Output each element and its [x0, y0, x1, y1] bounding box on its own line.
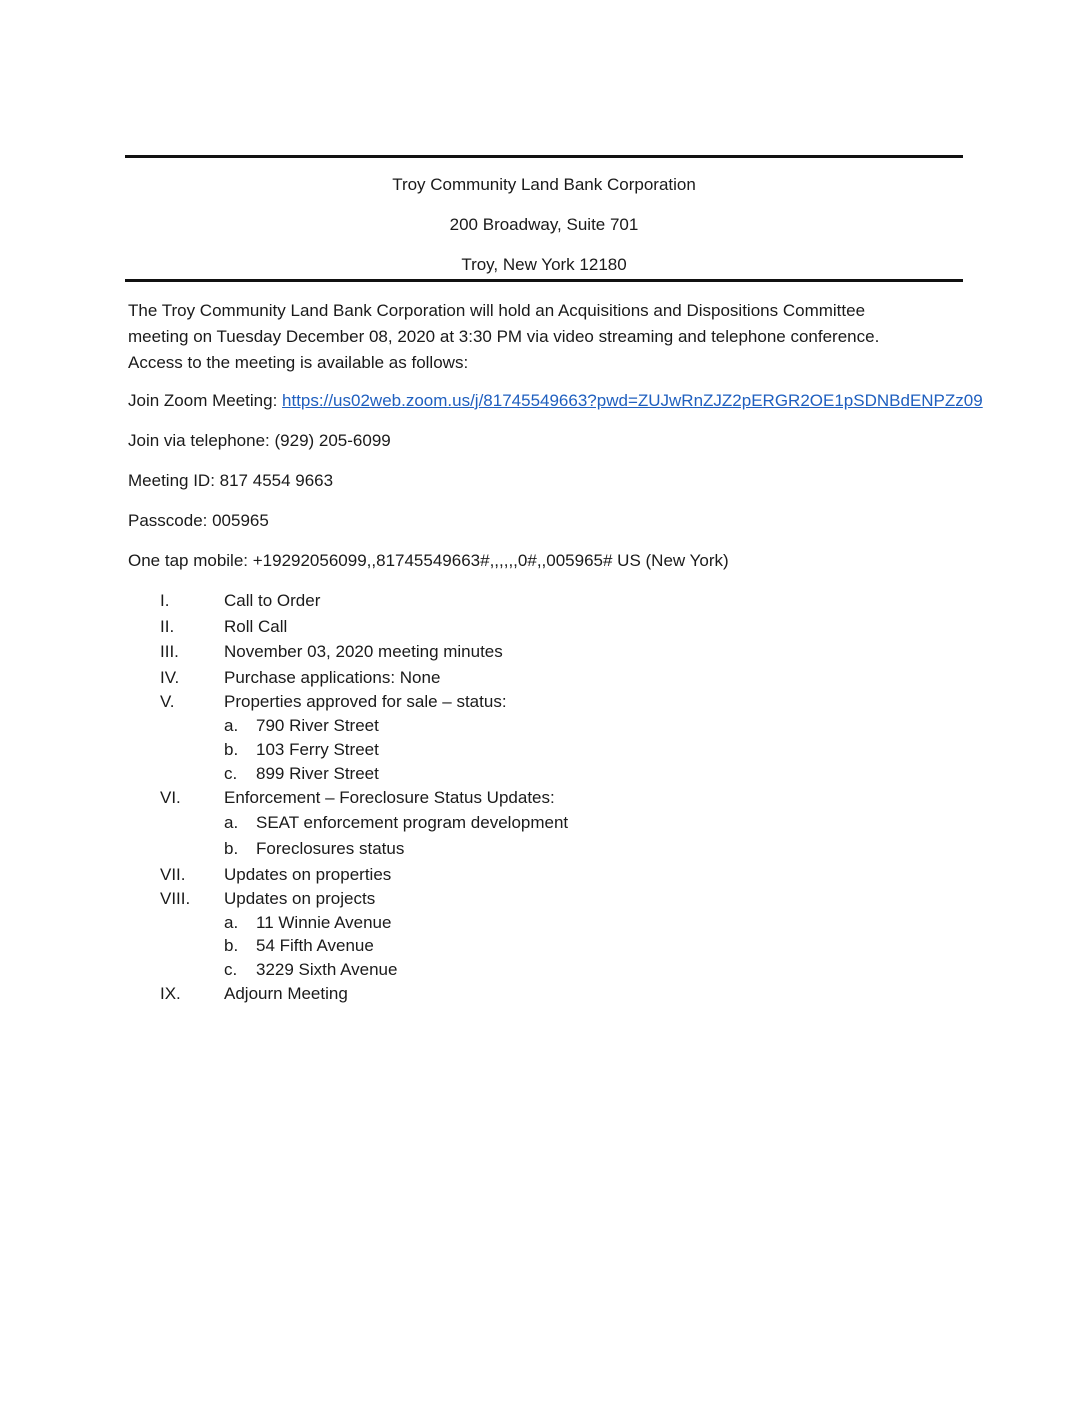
agenda-numeral: IV. — [160, 668, 180, 687]
telephone-line: Join via telephone: (929) 205-6099 — [128, 431, 391, 450]
agenda-numeral: VIII. — [160, 889, 191, 908]
agenda-text: Purchase applications: None — [224, 668, 441, 687]
agenda-text: November 03, 2020 meeting minutes — [224, 642, 503, 661]
agenda-numeral: VI. — [160, 788, 181, 807]
agenda-sub-text: 103 Ferry Street — [256, 740, 379, 759]
agenda-sub-letter: a. — [224, 716, 239, 735]
agenda-text: Roll Call — [224, 617, 288, 636]
agenda-sub-letter: c. — [224, 764, 238, 783]
agenda-sub-letter: b. — [224, 839, 239, 858]
header-bottom-rule — [125, 279, 963, 282]
agenda-sub-letter: b. — [224, 740, 239, 759]
zoom-label: Join Zoom Meeting: — [128, 391, 278, 410]
agenda-numeral: V. — [160, 692, 175, 711]
zoom-link[interactable]: https://us02web.zoom.us/j/81745549663?pwd=ZUJwRnZJZ2pERGR2OE1pSDNBdENPZz09 — [282, 391, 983, 410]
agenda-sub-text: 11 Winnie Avenue — [256, 913, 392, 932]
agenda-text: Call to Order — [224, 591, 321, 610]
agenda-sub-letter: a. — [224, 813, 239, 832]
agenda-text: Properties approved for sale – status: — [224, 692, 507, 711]
agenda-numeral: II. — [160, 617, 175, 636]
org-name: Troy Community Land Bank Corporation — [392, 175, 696, 194]
agenda-sub-text: SEAT enforcement program development — [256, 813, 569, 832]
agenda-numeral: VII. — [160, 865, 186, 884]
agenda-sub-letter: a. — [224, 913, 239, 932]
agenda-text: Enforcement – Foreclosure Status Updates: — [224, 788, 555, 807]
agenda-sub-text: 790 River Street — [256, 716, 379, 735]
address-line-1: 200 Broadway, Suite 701 — [449, 215, 639, 234]
agenda-text: Updates on properties — [224, 865, 392, 884]
meeting-id-line: Meeting ID: 817 4554 9663 — [128, 471, 334, 490]
agenda-text: Adjourn Meeting — [224, 984, 348, 1003]
agenda-text: Updates on projects — [224, 889, 376, 908]
zoom-line — [128, 390, 983, 412]
agenda-sub-text: 54 Fifth Avenue — [256, 936, 374, 955]
agenda-sub-letter: b. — [224, 936, 239, 955]
agenda-numeral: I. — [160, 591, 170, 610]
agenda-numeral: III. — [160, 642, 179, 661]
agenda-sub-text: 899 River Street — [256, 764, 379, 783]
agenda-sub-text: 3229 Sixth Avenue — [256, 960, 398, 979]
agenda-sub-text: Foreclosures status — [256, 839, 405, 858]
agenda-sub-letter: c. — [224, 960, 238, 979]
address-line-2: Troy, New York 12180 — [461, 255, 627, 274]
passcode-line: Passcode: 005965 — [128, 511, 269, 530]
agenda-numeral: IX. — [160, 984, 181, 1003]
header-top-rule — [125, 155, 963, 158]
intro-paragraph: The Troy Community Land Bank Corporation will hold an Acquisitions and Dispositions Committee meeting on Tuesday December 08, 2020 at 3:30 PM via video streaming and telephone conference. Access to the meeting is available as follows: — [128, 301, 880, 372]
one-tap-line: One tap mobile: +19292056099,,81745549663#,,,,,,0#,,005965# US (New York) — [128, 551, 729, 570]
